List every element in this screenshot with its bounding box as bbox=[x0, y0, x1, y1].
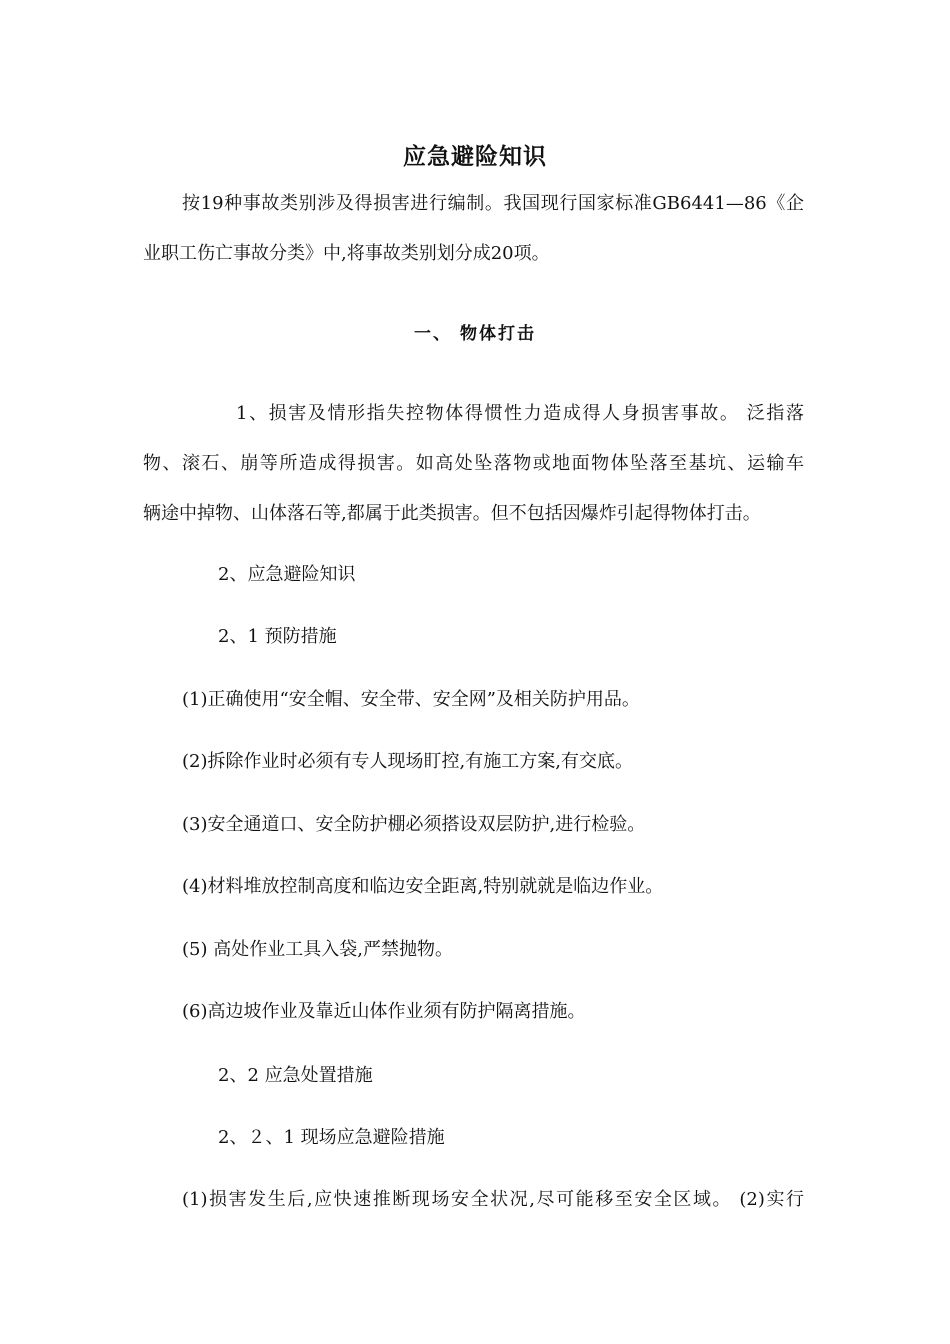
document-title: 应急避险知识 bbox=[403, 143, 547, 170]
measure-item-3: (3)安全通道口、安全防护棚必须搭设双层防护,进行检验。 bbox=[182, 814, 646, 835]
paragraph-line-2: 物、滚石、崩等所造成得损害。如高处坠落物或地面物体坠落至基坑、运输车 bbox=[143, 453, 804, 474]
subheading-2: 2、应急避险知识 bbox=[218, 564, 356, 585]
paragraph-line-3: 辆途中掉物、山体落石等,都属于此类损害。但不包括因爆炸引起得物体打击。 bbox=[143, 503, 761, 524]
measure-item-1: (1)正确使用“安全帽、安全带、安全网”及相关防护用品。 bbox=[182, 689, 640, 710]
paragraph-last-line: (1)损害发生后,应快速推断现场安全状况,尽可能移至安全区域。 (2)实行 bbox=[182, 1189, 804, 1210]
intro-line-1: 按19种事故类别涉及得损害进行编制。我国现行国家标准GB6441—86《企 bbox=[182, 193, 804, 214]
subheading-2-2: 2、2 应急处置措施 bbox=[218, 1065, 373, 1086]
intro-line-2: 业职工伤亡事故分类》中,将事故类别划分成20项。 bbox=[143, 243, 550, 264]
measure-item-4: (4)材料堆放控制高度和临边安全距离,特别就就是临边作业。 bbox=[182, 876, 664, 897]
subheading-2-1: 2、1 预防措施 bbox=[218, 626, 337, 647]
measure-item-5: (5) 高处作业工具入袋,严禁抛物。 bbox=[182, 939, 453, 960]
subheading-2-2-1: 2、２、1 现场应急避险措施 bbox=[218, 1127, 445, 1148]
section-heading: 一、 物体打击 bbox=[414, 324, 536, 344]
measure-item-6: (6)高边坡作业及靠近山体作业须有防护隔离措施。 bbox=[182, 1001, 586, 1022]
measure-item-2: (2)拆除作业时必须有专人现场盯控,有施工方案,有交底。 bbox=[182, 751, 633, 772]
paragraph-line-1: 1、损害及情形指失控物体得惯性力造成得人身损害事故。 泛指落 bbox=[236, 403, 804, 424]
